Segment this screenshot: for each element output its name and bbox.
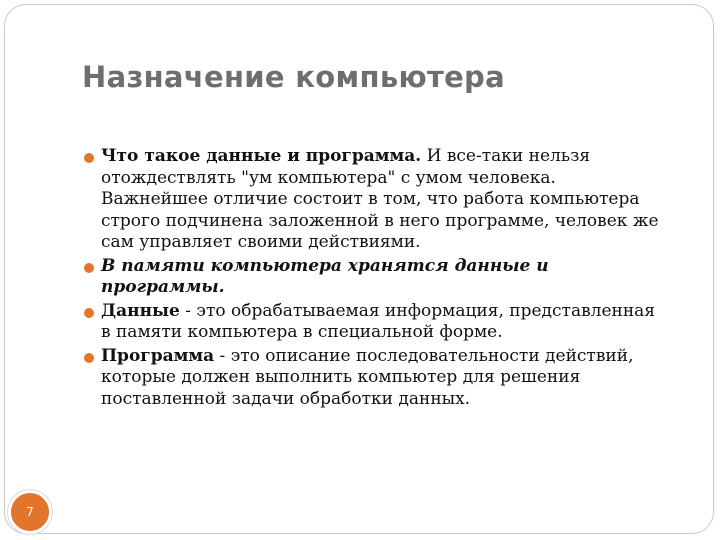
bullet-item-program (82, 346, 662, 411)
bullet-item-data (82, 301, 662, 344)
bullet-text: И все-таки нельзя отождествлять "ум компьютера" с умом человека. Важнейшее отличие состоит в том, что работа компьютера строго подчинена заложенной в него программе, человек же сам управляет своими действиями. (101, 146, 659, 252)
bullet-text: - это описание последовательности действий, которые должен выполнить компьютер для решения поставленной задачи обработки данных. (101, 345, 634, 409)
slide-title: Назначение компьютера (82, 60, 505, 94)
bullet-item-memory (82, 256, 662, 299)
page-number-badge: 7 (8, 490, 52, 534)
bullet-item-data-and-program (82, 146, 662, 254)
bullet-list (82, 146, 662, 412)
bullet-dot-icon (84, 353, 94, 363)
bullet-dot-icon (84, 263, 94, 273)
bullet-dot-icon (84, 308, 94, 318)
bullet-text: - это обрабатываемая информация, представленная в памяти компьютера в специальной форме. (101, 300, 656, 342)
bullet-dot-icon (84, 153, 94, 163)
bullet-lead: Что такое данные и программа. (101, 146, 422, 166)
bullet-lead: В памяти компьютера хранятся данные и программы. (101, 255, 549, 297)
bullet-lead: Программа (101, 345, 215, 366)
bullet-lead: Данные (101, 300, 180, 321)
